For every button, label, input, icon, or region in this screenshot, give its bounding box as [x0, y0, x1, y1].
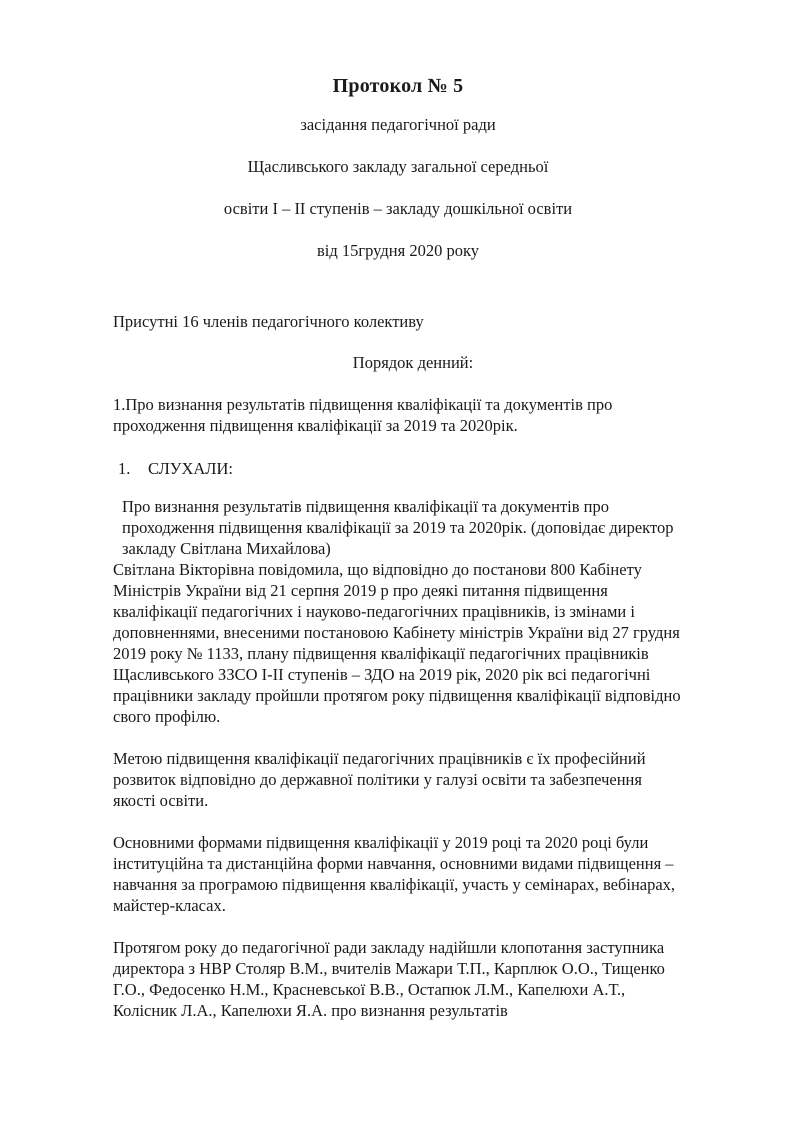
page-title: Протокол № 5 — [332, 75, 464, 97]
agenda-heading: Порядок денний: — [352, 353, 474, 372]
attendance-line: Присутні 16 членів педагогічного колективу — [113, 312, 424, 331]
document-body — [113, 0, 683, 1021]
body-paragraph-2: Метою підвищення кваліфікації педагогічних працівників є їх професійний розвиток відповідно до державної політики у галузі освіти та забезпечення якості освіти. — [113, 749, 646, 810]
listened-label: СЛУХАЛИ: — [148, 459, 233, 478]
agenda-item-1: 1.Про визнання результатів підвищення кваліфікації та документів про проходження підвищення кваліфікації за 2019 та 2020рік. — [113, 395, 613, 435]
listened-number: 1. — [118, 459, 131, 478]
subtitle-line-3: освіти I – II ступенів – закладу дошкільної освіти — [223, 199, 573, 218]
body-paragraph-3: Основними формами підвищення кваліфікації у 2019 році та 2020 році були інституційна та дистанційна форми навчання, основними видами підвищення – навчання за програмою підвищення кваліфікації, участь у семінарах, вебінарах, майстер-класах. — [113, 833, 676, 915]
body-paragraph-4: Протягом року до педагогічної ради закладу надійшли клопотання заступника директора з НВР Столяр В.М., вчителів Мажари Т.П., Карплюк О.О., Тищенко Г.О., Федосенко Н.М., Красневської В.В., Остапюк Л.М., Капелюхи А.Т., Колісник Л.А., Капелюхи Я.А. про визнання результатів — [113, 938, 665, 1020]
subtitle-line-4: від 15грудня 2020 року — [316, 241, 479, 260]
subtitle-line-1: засідання педагогічної ради — [300, 115, 496, 134]
listened-row — [113, 458, 683, 479]
subtitle-line-2: Щасливського закладу загальної середньої — [247, 157, 549, 176]
subtitle-block — [113, 114, 683, 261]
listened-paragraph: Про визнання результатів підвищення кваліфікації та документів про проходження підвищення кваліфікації за 2019 та 2020рік. (доповідає директор закладу Світлана Михайлова) — [122, 497, 674, 558]
body-paragraph-1: Світлана Вікторівна повідомила, що відповідно до постанови 800 Кабінету Міністрів України від 21 серпня 2019 р про деякі питання підвищення кваліфікації педагогічних і науково-педагогічних працівників, із змінами і доповненнями, внесеними постановою Кабінету міністрів України від 27 грудня 2019 року № 1133, плану підвищення кваліфікації педагогічних працівників Щасливського ЗЗСО I-II ступенів – ЗДО на 2019 рік, 2020 рік всі педагогічні працівники закладу пройшли протягом року підвищення кваліфікації відповідно свого профілю. — [113, 560, 681, 726]
